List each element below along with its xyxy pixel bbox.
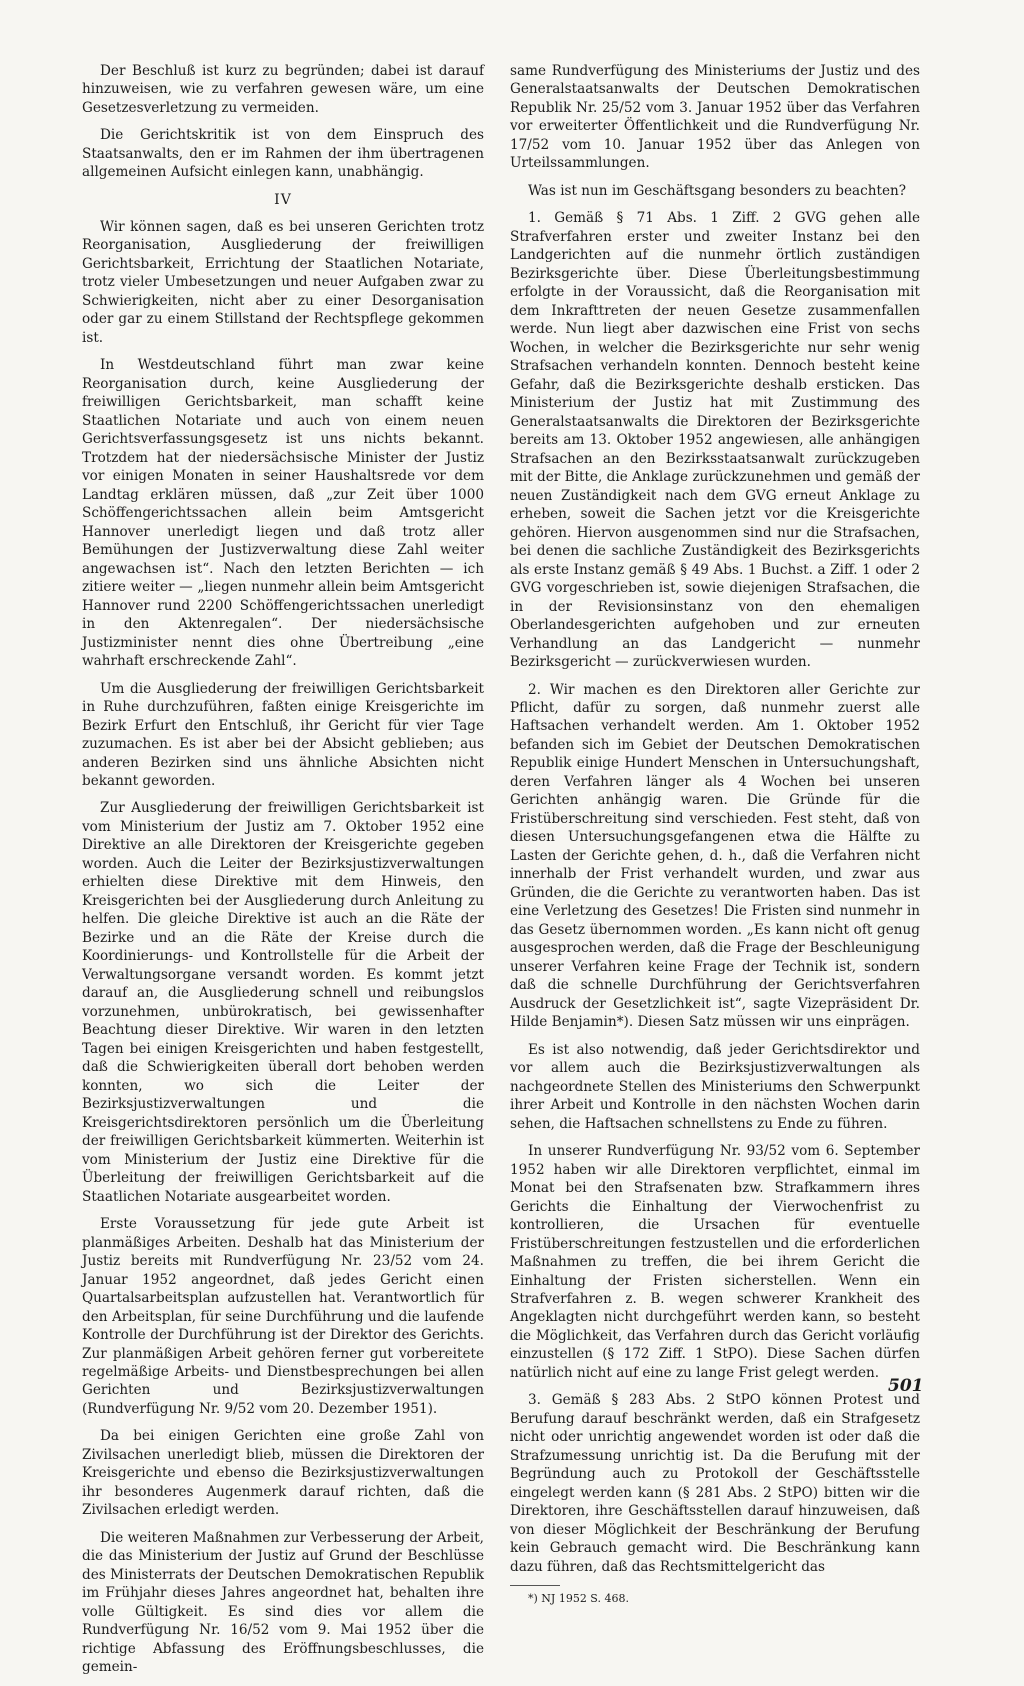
page-number: 501 [888,1376,924,1396]
paragraph: Erste Voraussetzung für jede gute Arbeit ist planmäßiges Arbeiten. Deshalb hat das Ministerium der Justiz bereits mit Rundverfügung Nr. 23/52 vom 24. Januar 1952 angeordnet, daß jedes Gericht einen Quartalsarbeitsplan aufzustellen hat. Verantwortlich für den Arbeitsplan, für seine Durchführung und die laufende Kontrolle der Durchführung ist der Direktor des Gerichts. Zur planmäßigen Arbeit gehören ferner gut vorbereitete regelmäßige Arbeits- und Dienstbesprechungen bei allen Gerichten und Bezirksjustizverwaltungen (Rundverfügung Nr. 9/52 vom 20. Dezember 1951). [82,1216,484,1417]
right-column [510,62,920,1616]
paragraph: In Westdeutschland führt man zwar keine Reorganisation durch, keine Ausgliederung der freiwilligen Gerichtsbarkeit, man schafft keine Staatlichen Notariate und auch von einem neuen Gerichtsverfassungsgesetz ist uns nichts bekannt. Trotzdem hat der niedersächsische Minister der Justiz vor einigen Monaten in seiner Haushaltsrede vor dem Landtag erklären müssen, daß „zur Zeit über 1000 Schöffengerichtssachen allein beim Amtsgericht Hannover unerledigt liegen und daß trotz aller Bemühungen der Justizverwaltung diese Zahl weiter angewachsen ist“. Nach den letzten Berichten — ich zitiere weiter — „liegen nunmehr allein beim Amtsgericht Hannover rund 2200 Schöffengerichtssachen unerledigt in den Aktenregalen“. Der niedersächsische Justizminister nennt dies ohne Übertreibung „eine wahrhaft erschreckende Zahl“. [82,357,484,670]
paragraph: 1. Gemäß § 71 Abs. 1 Ziff. 2 GVG gehen alle Strafverfahren erster und zweiter Instanz bei den Landgerichten auf die nunmehr örtlich zuständigen Bezirksgerichte über. Diese Überleitungsbestimmung erfolgte in der Voraussicht, daß die Reorganisation mit dem Inkrafttreten der neuen Gesetze zusammenfallen werde. Nun liegt aber dazwischen eine Frist von sechs Wochen, in welcher die Bezirksgerichte nur sehr wenig Strafsachen verhandeln konnten. Dennoch besteht keine Gefahr, daß die Bezirksgerichte deshalb ersticken. Das Ministerium der Justiz hat mit Zustimmung des Generalstaatsanwalts die Direktoren der Bezirksgerichte bereits am 13. Oktober 1952 angewiesen, alle anhängigen Strafsachen an den Bezirksstaatsanwalt zurückzugeben mit der Bitte, die Anklage zurückzunehmen und gemäß der neuen Zuständigkeit nach dem GVG erneut Anklage zu erheben, soweit die Sachen jetzt vor die Kreisgerichte gehören. Hiervon ausgenommen sind nur die Strafsachen, bei denen die sachliche Zuständigkeit des Bezirksgerichts als erste Instanz gemäß § 49 Abs. 1 Buchst. a Ziff. 1 oder 2 GVG vorgeschrieben ist, sowie diejenigen Strafsachen, die in der Revisionsinstanz von den ehemaligen Oberlandesgerichten aufgehoben und zur erneuten Verhandlung an das Landgericht — nunmehr Bezirksgericht — zurückverwiesen wurden. [510,210,920,671]
paragraph: Wir können sagen, daß es bei unseren Gerichten trotz Reorganisation, Ausgliederung der freiwilligen Gerichtsbarkeit, Errichtung der Staatlichen Notariate, trotz vieler Umbesetzungen und neuer Aufgaben zwar zu Schwierigkeiten, nicht aber zu einer Desorganisation oder gar zu einem Stillstand der Rechtspflege gekommen ist. [82,218,484,346]
paragraph: Es ist also notwendig, daß jeder Gerichtsdirektor und vor allem auch die Bezirksjustizverwaltungen als nachgeordnete Stellen des Ministeriums den Schwerpunkt ihrer Arbeit und Kontrolle in den nächsten Wochen darin sehen, die Haftsachen schnellstens zu Ende zu führen. [510,1041,920,1132]
paragraph: Die Gerichtskritik ist von dem Einspruch des Staatsanwalts, den er im Rahmen der ihm übertragenen allgemeinen Aufsicht einlegen kann, unabhängig. [82,127,484,181]
paragraph: 2. Wir machen es den Direktoren aller Gerichte zur Pflicht, dafür zu sorgen, daß nunmehr zuerst alle Haftsachen verhandelt werden. Am 1. Oktober 1952 befanden sich im Gebiet der Deutschen Demokratischen Republik einige Hundert Menschen in Untersuchungshaft, deren Verfahren länger als 4 Wochen bei unseren Gerichten anhängig waren. Die Gründe für die Fristüberschreitung sind verschieden. Fest steht, daß von diesen Untersuchungsgefangenen etwa die Hälfte zu Lasten der Gerichte gehen, d. h., daß die Verfahren nicht innerhalb der Frist verhandelt wurden, und zwar aus Gründen, die die Gerichte zu verantworten haben. Das ist eine Verletzung des Gesetzes! Die Fristen sind nunmehr in das Gesetz übernommen worden. „Es kann nicht oft genug ausgesprochen werden, daß die Frage der Beschleunigung unserer Verfahren keine Frage der Technik ist, sondern daß die schnelle Durchführung der Gerichtsverfahren Ausdruck der Gesetzlichkeit ist“, sagte Vizepräsident Dr. Hilde Benjamin*). Diesen Satz müssen wir uns einprägen. [510,681,920,1031]
footnote-divider [510,1585,560,1586]
paragraph: 3. Gemäß § 283 Abs. 2 StPO können Protest und Berufung darauf beschränkt werden, daß ein Strafgesetz nicht oder unrichtig angewendet worden ist oder daß die Strafzumessung unrichtig ist. Da die Berufung mit der Begründung auch zu Protokoll der Geschäftsstelle eingelegt werden kann (§ 281 Abs. 2 StPO) bitten wir die Direktoren, ihre Geschäftsstellen darauf hinzuweisen, daß von dieser Möglichkeit der Beschränkung der Berufung kein Gebrauch gemacht wird. Die Beschränkung kann dazu führen, daß das Rechtsmittelgericht das [510,1392,920,1575]
paragraph: Zur Ausgliederung der freiwilligen Gerichtsbarkeit ist vom Ministerium der Justiz am 7. Oktober 1952 eine Direktive an alle Direktoren der Kreisgerichte gegeben worden. Auch die Leiter der Bezirksjustizverwaltungen erhielten diese Direktive mit dem Hinweis, den Kreisgerichten bei der Ausgliederung durch Anleitung zu helfen. Die gleiche Direktive ist auch an die Räte der Bezirke und an die Räte der Kreise durch die Koordinierungs- und Kontrollstelle für die Arbeit der Verwaltungsorgane versandt worden. Es kommt jetzt darauf an, die Ausgliederung schnell und reibungslos vorzunehmen, unbürokratisch, bei gewissenhafter Beachtung dieser Direktive. Wir waren in den letzten Tagen bei einigen Kreisgerichten und haben festgestellt, daß die Schwierigkeiten überall dort behoben werden konnten, wo sich die Leiter der Bezirksjustizverwaltungen und die Kreisgerichtsdirektoren persönlich um die Überleitung der freiwilligen Gerichtsbarkeit kümmerten. Weiterhin ist vom Ministerium der Justiz eine Direktive für die Überleitung der freiwilligen Gerichtsbarkeit auf die Staatlichen Notariate ausgearbeitet worden. [82,800,484,1205]
footnote: *) NJ 1952 S. 468. [528,1592,629,1606]
paragraph: same Rundverfügung des Ministeriums der Justiz und des Generalstaatsanwalts der Deutschen Demokratischen Republik Nr. 25/52 vom 3. Januar 1952 über das Verfahren vor erweiterter Öffentlichkeit und die Rundverfügung Nr. 17/52 vom 10. Januar 1952 über das Anlegen von Urteilssammlungen. [510,63,920,172]
paragraph: Die weiteren Maßnahmen zur Verbesserung der Arbeit, die das Ministerium der Justiz auf Grund der Beschlüsse des Ministerrats der Deutschen Demokratischen Republik im Frühjahr dieses Jahres angeordnet hat, behalten ihre volle Gültigkeit. Es sind dies vor allem die Rundverfügung Nr. 16/52 vom 9. Mai 1952 über die richtige Abfassung des Eröffnungsbeschlusses, die gemein- [82,1529,484,1676]
section-heading: IV [274,191,292,208]
paragraph: Um die Ausgliederung der freiwilligen Gerichtsbarkeit in Ruhe durchzuführen, faßten einige Kreisgerichte im Bezirk Erfurt den Entschluß, ihr Gericht für vier Tage zuzumachen. Es ist aber bei der Absicht geblieben; aus anderen Bezirken sind uns ähnliche Absichten nicht bekannt geworden. [82,680,484,789]
paragraph: In unserer Rundverfügung Nr. 93/52 vom 6. September 1952 haben wir alle Direktoren verpflichtet, einmal im Monat bei den Strafsenaten bzw. Strafkammern ihres Gerichts die Einhaltung der Vierwochenfrist zu kontrollieren, die Ursachen für eventuelle Fristüberschreitungen festzustellen und die erforderlichen Maßnahmen zu treffen, die bei ihrem Gericht die Einhaltung der Fristen sicherstellen. Wenn ein Strafverfahren z. B. wegen schwerer Krankheit des Angeklagten nicht durchgeführt werden kann, so besteht die Möglichkeit, das Verfahren durch das Gericht vorläufig einzustellen (§ 172 Ziff. 1 StPO). Diese Sachen dürfen natürlich nicht auf eine zu lange Frist gelegt werden. [510,1143,920,1381]
paragraph: Was ist nun im Geschäftsgang besonders zu beachten? [528,182,907,199]
paragraph: Da bei einigen Gerichten eine große Zahl von Zivilsachen unerledigt blieb, müssen die Direktoren der Kreisgerichte und ebenso die Bezirksjustizverwaltungen ihr besonderes Augenmerk darauf richten, daß die Zivilsachen erledigt werden. [82,1428,484,1519]
paragraph: Der Beschluß ist kurz zu begründen; dabei ist darauf hinzuweisen, wie zu verfahren gewesen wäre, um eine Gesetzesverletzung zu vermeiden. [82,63,484,116]
left-column [82,62,484,1686]
